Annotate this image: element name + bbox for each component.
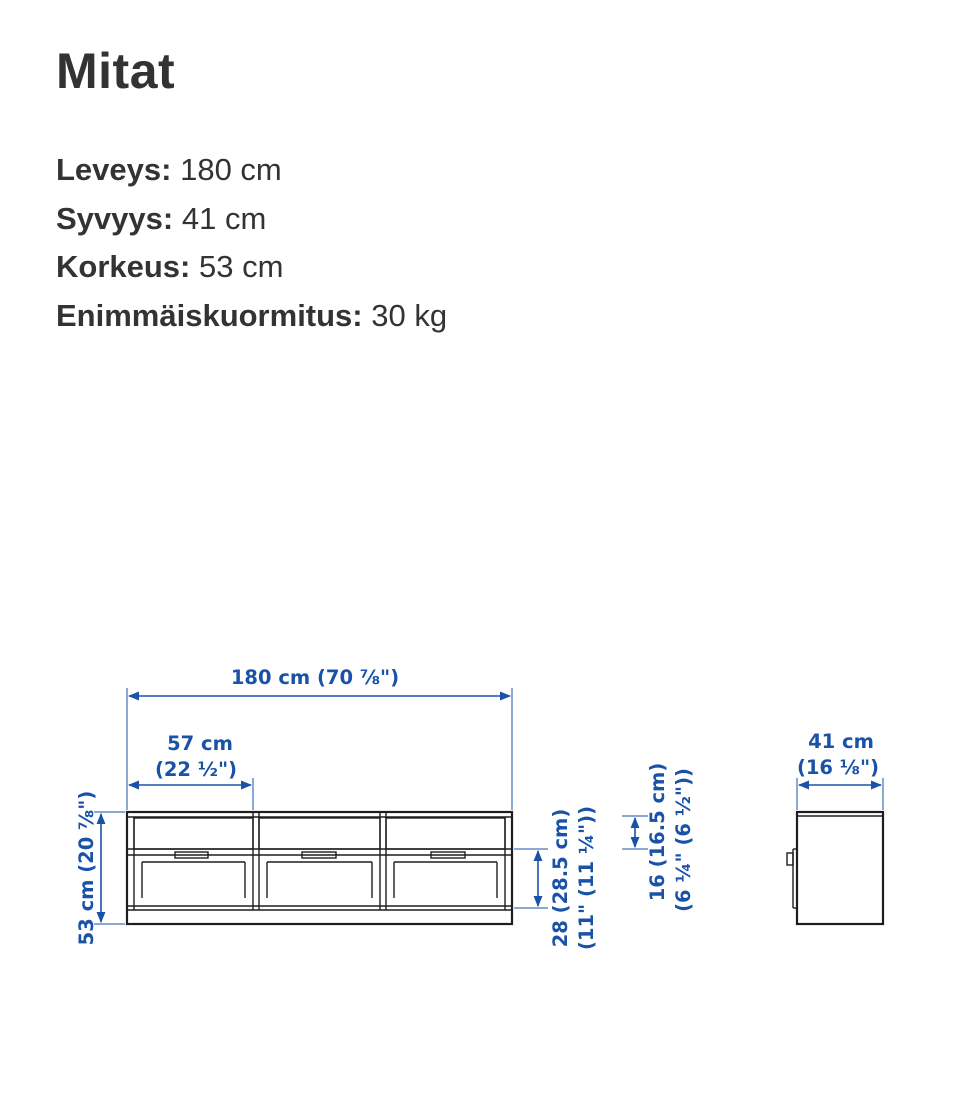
spec-height — [56, 243, 447, 292]
opening-height-dimension — [514, 806, 598, 950]
page-title: Mitat — [56, 43, 176, 99]
opening-height-cm-label: 28 (28.5 cm) — [549, 808, 572, 948]
depth-dimension — [797, 730, 883, 810]
total-width-label: 180 cm (70 ⅞") — [230, 666, 400, 689]
drawer-width-in-label: (22 ½") — [154, 758, 238, 781]
spec-value: 53 cm — [199, 249, 284, 284]
spec-max-load — [56, 292, 447, 341]
tv-bench-side-view — [787, 812, 883, 924]
drawer-height-in-label: (6 ¼" (6 ½")) — [672, 768, 695, 912]
drawer-width-cm-label: 57 cm — [167, 732, 233, 755]
spec-value: 41 cm — [181, 200, 267, 236]
dimension-drawing — [0, 640, 960, 1000]
tv-bench-front-view — [127, 812, 512, 924]
depth-cm-label: 41 cm — [808, 730, 874, 753]
opening-height-in-label: (11" (11 ¼")) — [575, 805, 598, 951]
spec-depth — [56, 195, 447, 244]
spec-width — [56, 146, 447, 195]
spec-value: 180 cm — [180, 152, 282, 187]
spec-label: Leveys: — [56, 152, 172, 187]
depth-in-label: (16 ⅛") — [796, 756, 880, 779]
height-label: 53 cm (20 ⅞") — [75, 790, 98, 946]
spec-value: 30 kg — [371, 297, 448, 333]
height-dimension — [75, 791, 125, 946]
spec-label: Syvyys: — [56, 200, 174, 236]
drawer-width-dimension — [129, 732, 253, 810]
dimension-list — [56, 146, 447, 340]
spec-label: Enimmäiskuormitus: — [56, 297, 363, 333]
drawer-height-cm-label: 16 (16.5 cm) — [646, 762, 669, 902]
spec-label: Korkeus: — [56, 249, 191, 284]
drawer-height-dimension — [622, 763, 695, 912]
